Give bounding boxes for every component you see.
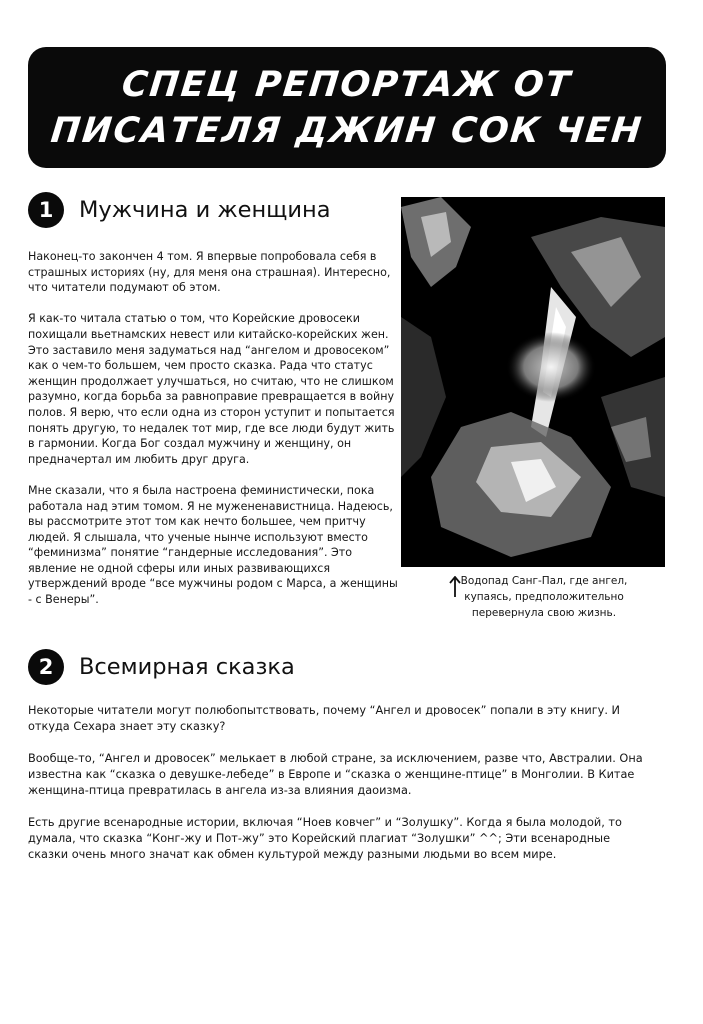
- section-1-paragraph: Наконец-то закончен 4 том. Я впервые попробовала себя в страшных историях (ну, для меня она страшная). Интересно, что читатели подумают об этом.: [28, 250, 391, 295]
- section-1-title: Мужчина и женщина: [79, 197, 331, 223]
- banner-title-line-2: ПИСАТЕЛЯ ДЖИН СОК ЧЕН: [48, 110, 646, 151]
- banner-title-line-1: СПЕЦ РЕПОРТАЖ ОТ: [120, 64, 574, 105]
- title-banner: [28, 47, 666, 168]
- section-2-paragraph: Есть другие всенародные истории, включая “Ноев ковчег” и “Золушку”. Когда я была молодой, то думала, что сказка “Конг-жу и Пот-жу” это Корейский плагиат “Золушки” ^^; Эти всенародные сказки очень много значат как обмен культурой между разными людьми во всем мире.: [28, 816, 622, 861]
- section-1-paragraph: Я как-то читала статью о том, что Корейские дровосеки похищали вьетнамских невест или китайско-корейских жен. Это заставило меня задуматься над “ангелом и дровосеком” как о чем-то большем, чем просто сказка. Рада что статус женщин продолжает улучшаться, но считаю, что не слишком разумно, когда борьба за равноправие превращается в войну полов. Я верю, что если одна из сторон уступит и попытается понять другую, то недалек тот мир, где все люди будут жить в гармонии. Когда Бог создал мужчину и женщину, он предначертал им любить друг друга.: [28, 312, 395, 466]
- waterfall-photo: [401, 197, 665, 567]
- waterfall-illustration: [401, 197, 665, 567]
- section-2-number-badge: 2: [28, 649, 64, 685]
- section-2-paragraph: Некоторые читатели могут полюбопытствовать, почему “Ангел и дровосек” попали в эту книгу. И откуда Сехара знает эту сказку?: [28, 704, 620, 733]
- section-1-paragraph: Мне сказали, что я была настроена феминистически, пока работала над этим томом. Я не мужененавистница. Надеюсь, вы рассмотрите этот том как нечто большее, чем притчу людей. Я слышала, что ученые нынче используют вместо “феминизма” понятие “гандерные исследования”. Это явление не одной сферы или иных развивающихся утверждений вроде “все мужчины родом с Марса, а женщины - с Венеры”.: [28, 483, 398, 607]
- section-1-heading: [28, 192, 330, 228]
- section-2-heading: [28, 649, 295, 685]
- section-1-number-badge: 1: [28, 192, 64, 228]
- section-2-paragraph: Вообще-то, “Ангел и дровосек” мелькает в любой стране, за исключением, разве что, Австралии. Она известна как “сказка о девушке-лебеде” в Европе и “сказка о женщине-птице” в Монголии. В Китае женщина-птица превратилась в ангела из-за влияния даоизма.: [28, 752, 643, 797]
- section-2-title: Всемирная сказка: [79, 654, 295, 680]
- section-2-body: [28, 703, 648, 879]
- photo-caption: Водопад Санг-Пал, где ангел, купаясь, предположительно перевернула свою жизнь.: [460, 575, 628, 619]
- section-1-body: [28, 249, 400, 623]
